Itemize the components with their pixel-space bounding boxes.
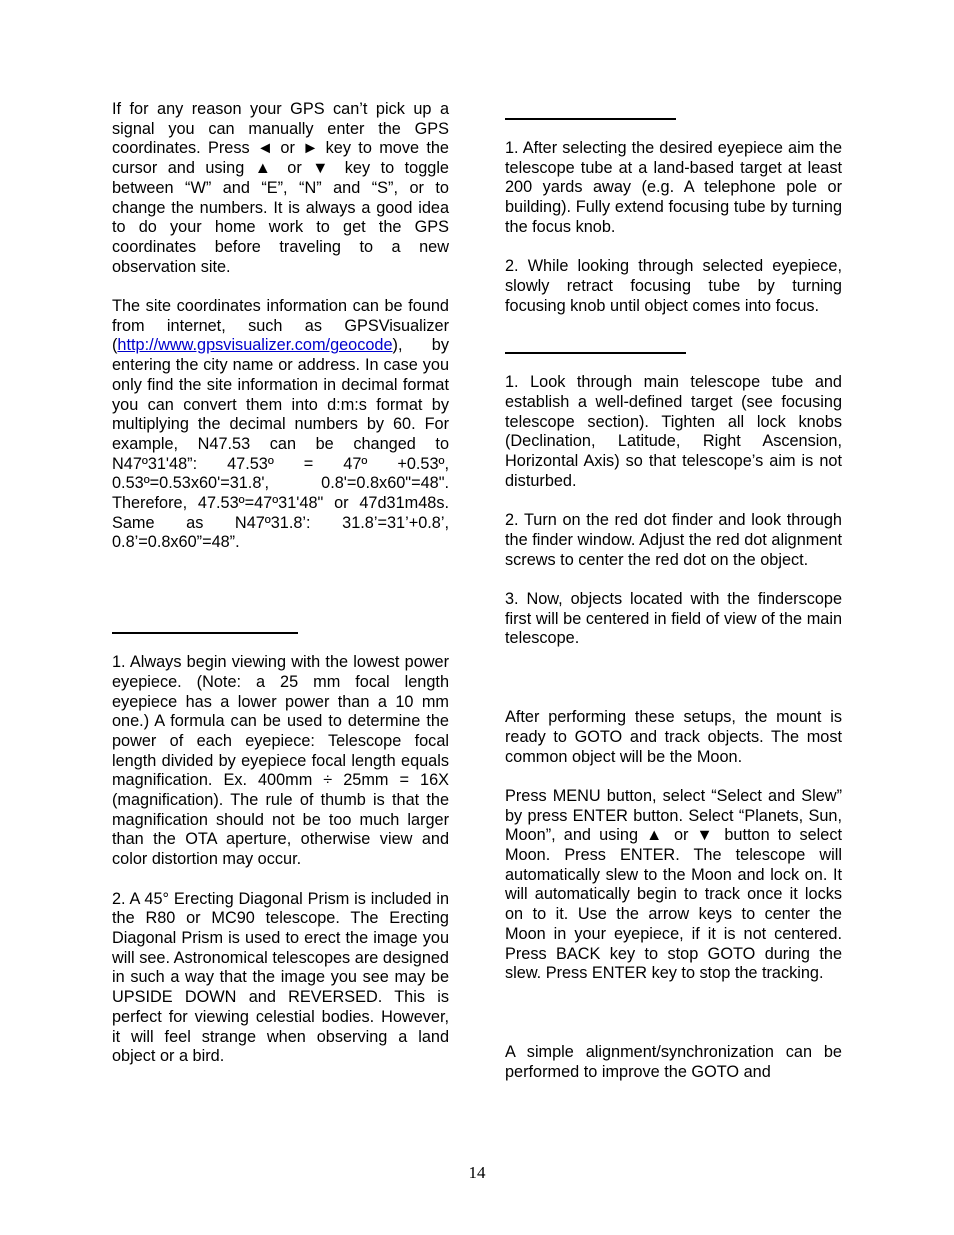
page-number: 14	[468, 1163, 486, 1182]
focusing-step-2-paragraph: 2. While looking through selected eyepiece, slowly retract focusing tube by turning focusing knob until object comes into focus.	[505, 257, 842, 315]
gpsvisualizer-link[interactable]: http://www.gpsvisualizer.com/geocode	[117, 336, 393, 355]
eyepiece-power-paragraph: 1. Always begin viewing with the lowest power eyepiece. (Note: a 25 mm focal length eyepiece has a lower power than a 10 mm one.) A formula can be used to determine the power of each eyepiece: Telescope focal length divided by eyepiece focal length equals magnification. Ex. 400mm ÷ 25mm = 16X (magnification). The rule of thumb is that the magnification should not be too much larger than the OTA aperture, otherwise view and color distortion may occur.	[112, 653, 449, 869]
finder-step-3-paragraph: 3. Now, objects located with the finderscope first will be centered in field of view of the main telescope.	[505, 590, 842, 648]
goto-intro-paragraph: After performing these setups, the mount is ready to GOTO and track objects. The most common object will be the Moon.	[505, 708, 842, 766]
alignment-paragraph: A simple alignment/synchronization can be performed to improve the GOTO and	[505, 1042, 842, 1081]
site-coordinates-paragraph	[112, 297, 449, 553]
site-coordinates-text-start: The site coordinates information can be found from internet, such as GPSVisualizer (	[112, 297, 449, 355]
diagonal-prism-paragraph: 2. A 45° Erecting Diagonal Prism is included in the R80 or MC90 telescope. The Erecting Diagonal Prism is used to erect the image you will see. Astronomical telescopes are designed in such a way that the image you see may be UPSIDE DOWN and REVERSED. This is perfect for viewing celestial bodies. However, it will feel strange when observing a land object or a bird.	[112, 889, 449, 1066]
left-column	[112, 100, 449, 1067]
finder-step-1-paragraph: 1. Look through main telescope tube and establish a well-defined target (see focusing telescope section). Tighten all lock knobs (Declination, Latitude, Right Ascension, Horizontal Axis) so that telescope’s aim is not disturbed.	[505, 373, 842, 490]
focusing-heading-rule	[505, 118, 676, 120]
site-coordinates-text-end: ), by entering the city name or address. In case you only find the site information in decimal format you can convert them into d:m:s format by multiplying the decimal numbers by 60. For example, N47.53 can be changed to N47º31'48”: 47.53º = 47º +0.53º, 0.53º=0.53x60'=31.8', 0.8'=0.8x60"=48". Therefore, 47.53º=47º31'48" or 47d31m48s. Same as N47º31.8’: 31.8’=31’+0.8’, 0.8’=0.8x60”=48”.	[112, 336, 449, 552]
finder-step-2-paragraph: 2. Turn on the red dot finder and look through the finder window. Adjust the red dot alignment screws to center the red dot on the object.	[505, 511, 842, 569]
right-column	[505, 139, 842, 1082]
goto-moon-paragraph: Press MENU button, select “Select and Slew” by press ENTER button. Select “Planets, Sun, Moon”, and using ▲ or ▼ button to select Moon. Press ENTER. The telescope will automatically slew to the Moon and lock on. It will automatically begin to track once it locks on to it. Use the arrow keys to center the Moon in your eyepiece, if it is not centered. Press BACK key to stop GOTO during the slew. Press ENTER key to stop the tracking.	[505, 786, 842, 983]
gps-manual-entry-paragraph: If for any reason your GPS can’t pick up a signal you can manually enter the GPS coordinates. Press ◄ or ► key to move the cursor and using ▲ or ▼ key to toggle between “W” and “E”, “N” and “S”, or to change the numbers. It is always a good idea to do your home work to get the GPS coordinates before traveling to a new observation site.	[112, 100, 449, 276]
focusing-step-1-paragraph: 1. After selecting the desired eyepiece aim the telescope tube at a land-based target at least 200 yards away (e.g. A telephone pole or building). Fully extend focusing tube by turning the focus knob.	[505, 139, 842, 236]
